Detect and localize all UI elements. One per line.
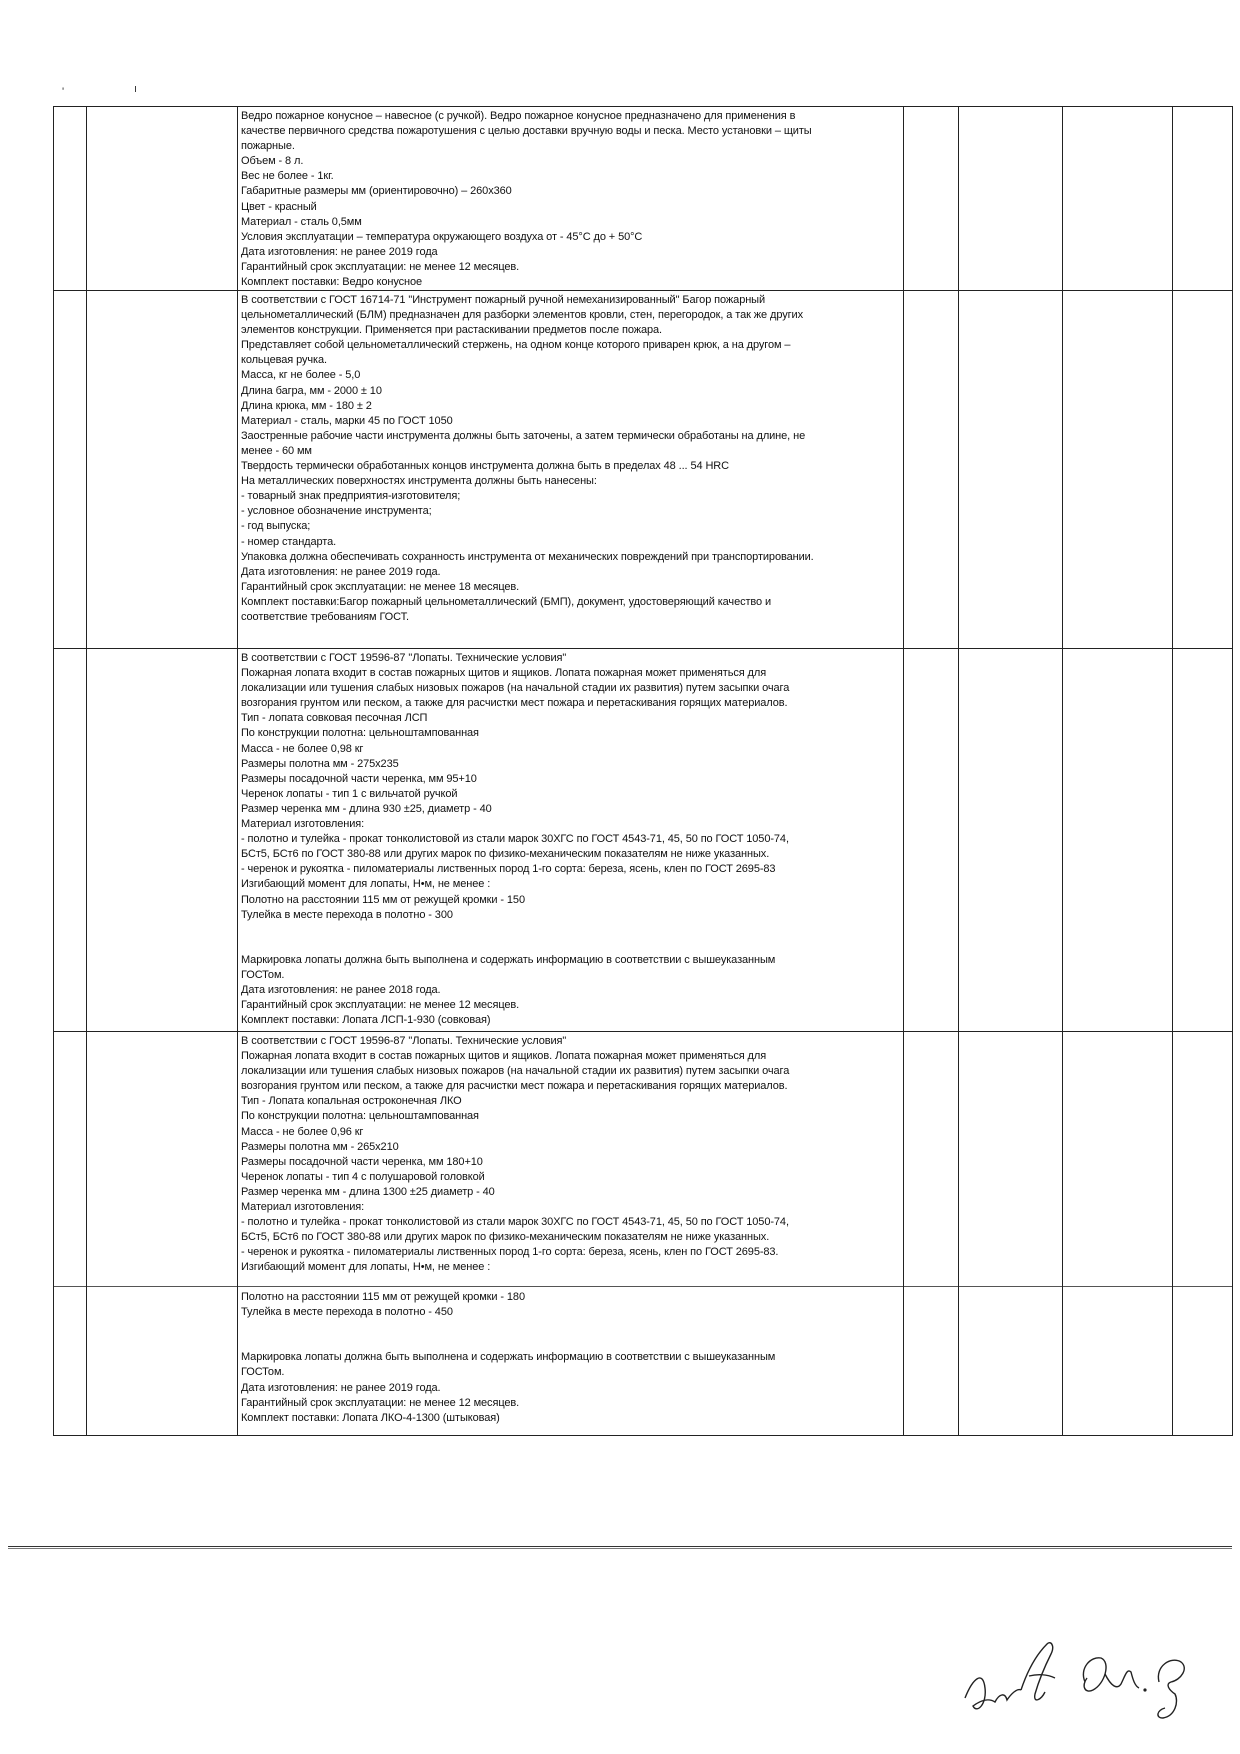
item-description-spade-shovel-continued: Полотно на расстоянии 115 мм от режущей кромки - 180 Тулейка в месте перехода в полотно - 450 Маркировка лопаты должна быть выполнена и содержать информацию в соответствии с вышеуказанным ГОСТом. Дата изготовления: не ранее 2019 года. Гарантийный срок эксплуатации: не менее 12 месяцев. Комплект поставки: Лопата ЛКО-4-1300 (штыковая) [241,1291,776,1424]
column-divider [237,106,238,1435]
specification-table [53,106,1233,1435]
footer-separator [8,1546,1232,1547]
column-divider [86,106,87,1435]
item-description-spade-shovel: В соответствии с ГОСТ 19596-87 "Лопаты. Технические условия" Пожарная лопата входит в состав пожарных щитов и ящиков. Лопата пожарная может применяться для локализации или тушения слабых низовых пожаров (на начальной стадии их развития) путем засыпки очага возгорания грунтом или песком, а также для расчистки мест пожара и перетаскивания горящих материалов. Тип - Лопата копальная остроконечная ЛКО По конструкции полотна: цельноштампованная Масса - не более 0,96 кг Размеры полотна мм - 265х210 Размеры посадочной части черенка, мм 180+10 Черенок лопаты - тип 4 с полушаровой головкой Размер черенка мм - длина 1300 ±25 диаметр - 40 Материал изготовления: - полотно и тулейка - прокат тонколистовой из стали марок 30ХГС по ГОСТ 4543-71, 45, 50 по ГОСТ 1050-74, БСт5, БСт6 по ГОСТ 380-88 или других марок по физико-механическим показателям не ниже указанных. - черенок и рукоятка - пиломатериалы лиственных пород 1-го сорта: береза, ясень, клен по ГОСТ 2695-83. Изгибающий момент для лопаты, Н•м, не менее : [241,1035,790,1274]
column-divider [53,106,54,1435]
item-description-hook: В соответствии с ГОСТ 16714-71 "Инструмент пожарный ручной немеханизированный" Багор пожарный цельнометаллический (БЛМ) предназначен для разборки элементов кровли, стен, перегородок, а так же других элементов конструкции. Применяется при растаскивании предметов после пожара. Представляет собой цельнометаллический стержень, на одном конце которого приварен крюк, а на другом – кольцевая ручка. Масса, кг не более - 5,0 Длина багра, мм - 2000 ± 10 Длина крюка, мм - 180 ± 2 Материал - сталь, марки 45 по ГОСТ 1050 Заостренные рабочие части инструмента должны быть заточены, а затем термически обработаны на длине, не менее - 60 мм Твердость термически обработанных концов инструмента должна быть в пределах 48 ... 54 HRC На металлических поверхностях инструмента должны быть нанесены: - товарный знак предприятия-изготовителя; - условное обозначение инструмента; - год выпуска; - номер стандарта. Упаковка должна обеспечивать сохранность инструмента от механических повреждений при транспортировании. Дата изготовления: не ранее 2019 года. Гарантийный срок эксплуатации: не менее 18 месяцев. Комплект поставки:Багор пожарный цельнометаллический (БМП), документ, удостоверяющий качество и соответствие требованиям ГОСТ. [241,294,814,623]
signature-image [955,1628,1215,1728]
footer-separator [8,1548,1232,1549]
column-divider [958,106,959,1435]
column-divider [1062,106,1063,1435]
scan-mark: ı [134,83,138,95]
scan-mark: ' [62,86,65,98]
page-marks [0,0,1240,120]
table-bottom-border [53,1435,1233,1436]
column-divider [1232,106,1233,1435]
page-break-line [53,1286,1233,1287]
column-divider [1172,106,1173,1435]
item-description-bucket: Ведро пожарное конусное – навесное (с ручкой). Ведро пожарное конусное предназначено для применения в качестве первичного средства пожаротушения с целью доставки вручную воды и песка. Место установки – щиты пожарные. Объем - 8 л. Вес не более - 1кг. Габаритные размеры мм (ориентировочно) – 260х360 Цвет - красный Материал - сталь 0,5мм Условия эксплуатации – температура окружающего воздуха от - 45°С до + 50°С Дата изготовления: не ранее 2019 года Гарантийный срок эксплуатации: не менее 12 месяцев. Комплект поставки: Ведро конусное [241,110,812,289]
item-description-scoop-shovel: В соответствии с ГОСТ 19596-87 "Лопаты. Технические условия" Пожарная лопата входит в состав пожарных щитов и ящиков. Лопата пожарная может применяться для локализации или тушения слабых низовых пожаров (на начальной стадии их развития) путем засыпки очага возгорания грунтом или песком, а также для расчистки мест пожара и перетаскивания горящих материалов. Тип - лопата совковая песочная ЛСП По конструкции полотна: цельноштампованная Масса - не более 0,98 кг Размеры полотна мм - 275х235 Размеры посадочной части черенка, мм 95+10 Черенок лопаты - тип 1 с вильчатой ручкой Размер черенка мм - длина 930 ±25, диаметр - 40 Материал изготовления: - полотно и тулейка - прокат тонколистовой из стали марок 30ХГС по ГОСТ 4543-71, 45, 50 по ГОСТ 1050-74, БСт5, БСт6 по ГОСТ 380-88 или других марок по физико-механическим показателям не ниже указанных. - черенок и рукоятка - пиломатериалы лиственных пород 1-го сорта: береза, ясень, клен по ГОСТ 2695-83 Изгибающий момент для лопаты, Н•м, не менее : Полотно на расстоянии 115 мм от режущей кромки - 150 Тулейка в месте перехода в полотно - 300 Маркировка лопаты должна быть выполнена и содержать информацию в соответствии с вышеуказанным ГОСТом. Дата изготовления: не ранее 2018 года. Гарантийный срок эксплуатации: не менее 12 месяцев. Комплект поставки: Лопата ЛСП-1-930 (совковая) [241,652,790,1027]
column-divider [903,106,904,1435]
